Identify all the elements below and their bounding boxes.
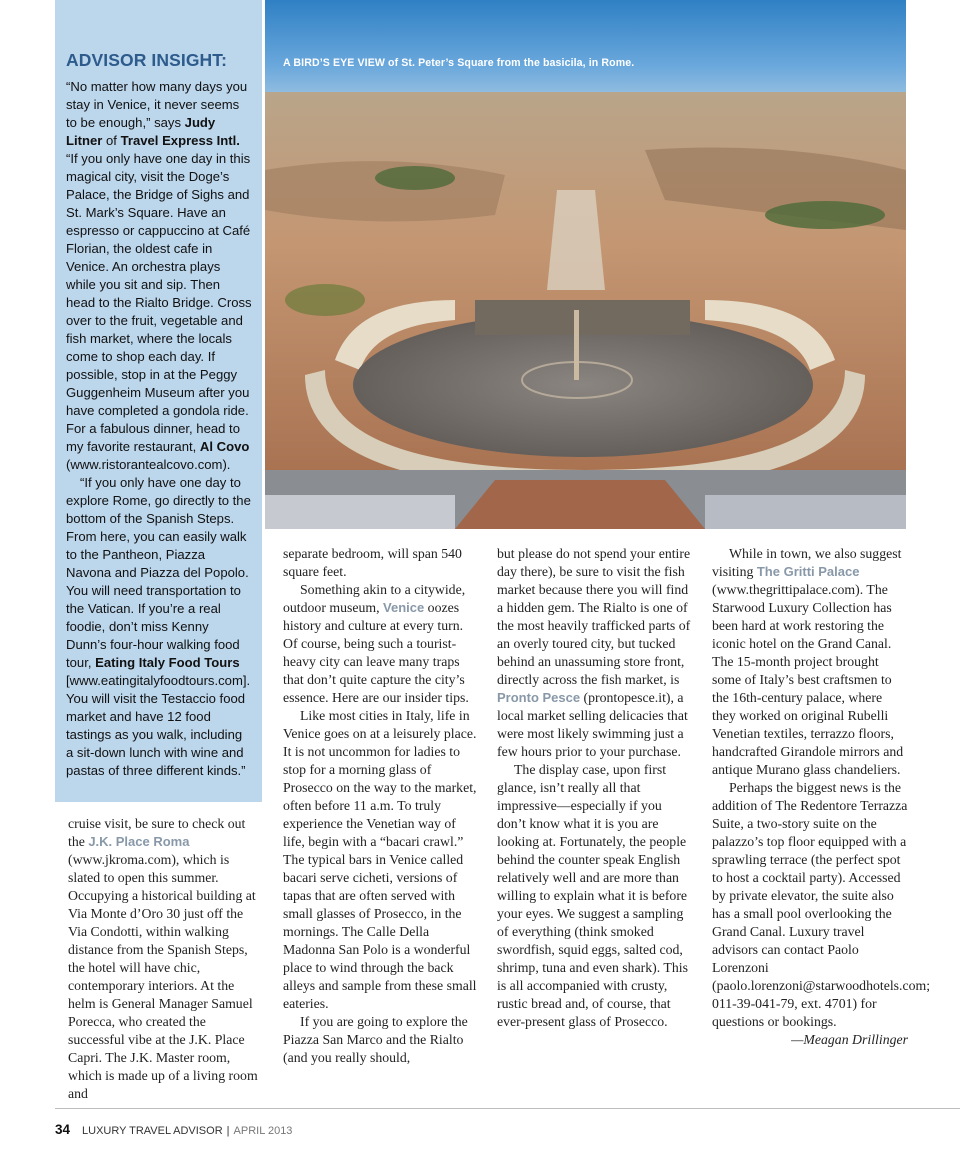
article-paragraph: Like most cities in Italy, life in Venice goes on at a leisurely place. It is not uncommon for ladies to stop for a morning glass of Prosecco on the way to the market, often before 11 a.m. To truly experience the Venetian way of life, begin with a “bacari crawl.” The typical bars in Venice called bacari serve cicheti, versions of tapas that are often served with small glasses of Prosecco, in the mornings. The Calle Della Madonna San Polo is a wonderful place to wind through the back alleys and sample from these small eateries. [283,708,477,1011]
article-paragraph: If you are going to explore the Piazza San Marco and the Rialto (and you really should, [283,1014,468,1065]
article-paragraph: but please do not spend your entire day there), be sure to visit the fish market because there you will find a hidden gem. The Rialto is one of the most heavily trafficked parts of an overly toured city, but tucked behind an unassuming store front, directly across the fish market, is Pronto Pesce (prontopesce.it), a local market selling delicacies that were most likely swimming just a few hours prior to your purchase. [497,546,691,759]
food-tour-name: Eating Italy Food Tours [95,655,240,670]
destination-highlight: Venice [383,600,425,615]
issue-date: APRIL 2013 [233,1125,293,1137]
market-name-highlight: Pronto Pesce [497,690,581,705]
article-paragraph: Perhaps the biggest news is the addition of The Redentore Terrazza Suite, a two-story suite on the palazzo’s top floor equipped with a sprawling terrace (the perfect spot to host a cocktail party). Accessed by private elevator, the suite also has a small pool overlooking the Grand Canal. Luxury travel advisors can contact Paolo Lorenzoni (paolo.lorenzoni@starwoodhotels.com; 011-39-041-79, ext. 4701) for questions or bookings. [712,780,931,1029]
photo-caption: A BIRD’S EYE VIEW of St. Peter’s Square from the basicila, in Rome. [283,57,635,69]
publication-name: LUXURY TRAVEL ADVISOR [82,1125,223,1137]
agency-name: Travel Express Intl. [120,133,240,148]
article-column-2 [283,545,478,1067]
article-column-3 [497,545,693,1031]
hotel-name-highlight: J.K. Place Roma [88,834,190,849]
restaurant-name: Al Covo [199,439,250,454]
author-signature: —Meagan Drillinger [791,1032,908,1047]
article-paragraph: Something akin to a citywide, outdoor museum, Venice oozes history and culture at every turn. Of course, being such a tourist-heavy city can leave many traps that don’t quite capture the city’s essence. Here are our insider tips. [283,582,469,705]
article-paragraph: While in town, we also suggest visiting The Gritti Palace (www.thegrittipalace.com). The Starwood Luxury Collection has been hard at work restoring the iconic hotel on the Grand Canal. The 15-month project brought some of Italy’s best craftsmen to the 16th-century palace, where they worked on original Rubelli Venetian textiles, terrazzo floors, handcrafted Girandole mirrors and antique Murano glass chandeliers. [712,546,904,777]
footer-rule [55,1108,960,1109]
hotel-name-highlight: The Gritti Palace [756,564,860,579]
article-paragraph: separate bedroom, will span 540 square feet. [283,546,462,579]
article-column-4 [712,545,931,1049]
sidebar-paragraph-venice: “No matter how many days you stay in Venice, it never seems to be enough,” says Judy Litner of Travel Express Intl. “If you only have one day in this magical city, visit the Doge’s Palace, the Bridge of Sighs and St. Mark’s Square. Have an espresso or cappuccino at Café Florian, the oldest cafe in Venice. An orchestra plays while you sit and sip. Then head to the Rialto Bridge. Cross over to the fruit, vegetable and fish market, where the locals come to shop each day. If possible, stop in at the Peggy Guggenheim Museum after you have completed a gondola ride. For a fabulous dinner, head to my favorite restaurant, Al Covo (www.ristorantealcovo.com). [66,79,252,472]
advisor-name: Judy Litner [66,115,216,148]
st-peters-square-photo [265,0,906,529]
article-column-1 [68,815,264,1103]
sidebar-heading: ADVISOR INSIGHT: [66,50,228,70]
page-number: 34 [55,1122,71,1137]
advisor-insight-sidebar [55,0,262,802]
page-footer [55,1122,292,1137]
sidebar-paragraph-rome: “If you only have one day to explore Rome, go directly to the bottom of the Spanish Steps. From here, you can easily walk to the Pantheon, Piazza Navona and Piazza del Popolo. You will need transportation to the Vatican. If you’re a real foodie, don’t miss Kenny Dunn’s four-hour walking food tour, Eating Italy Food Tours [www.eatingitalyfoodtours.com]. You will visit the Testaccio food market and have 12 food tastings as you walk, including a sit-down lunch with wine and pastas of three different kinds.” [66,475,251,778]
article-paragraph: cruise visit, be sure to check out the J.K. Place Roma (www.jkroma.com), which is slated to open this summer. Occupying a historical building at Via Monte d’Oro 30 just off the Via Condotti, within walking distance from the Spanish Steps, the hotel will have chic, contemporary interiors. At the helm is General Manager Samuel Porecca, who created the successful vibe at the J.K. Place Capri. The J.K. Master room, which is made up of a living room and [68,816,258,1101]
article-paragraph: The display case, upon first glance, isn’t really all that impressive—especially if you don’t know what it is you are looking at. Fortunately, the people behind the counter speak English relatively well and are more than willing to explain what it is before your eyes. We suggest a sampling of everything (think smoked swordfish, squid eggs, salted cod, shrimp, tuna and even shark). This is all accompanied with crusty, rustic bread and, of course, that ever-present glass of Prosecco. [497,762,688,1029]
footer-separator: | [226,1125,230,1137]
